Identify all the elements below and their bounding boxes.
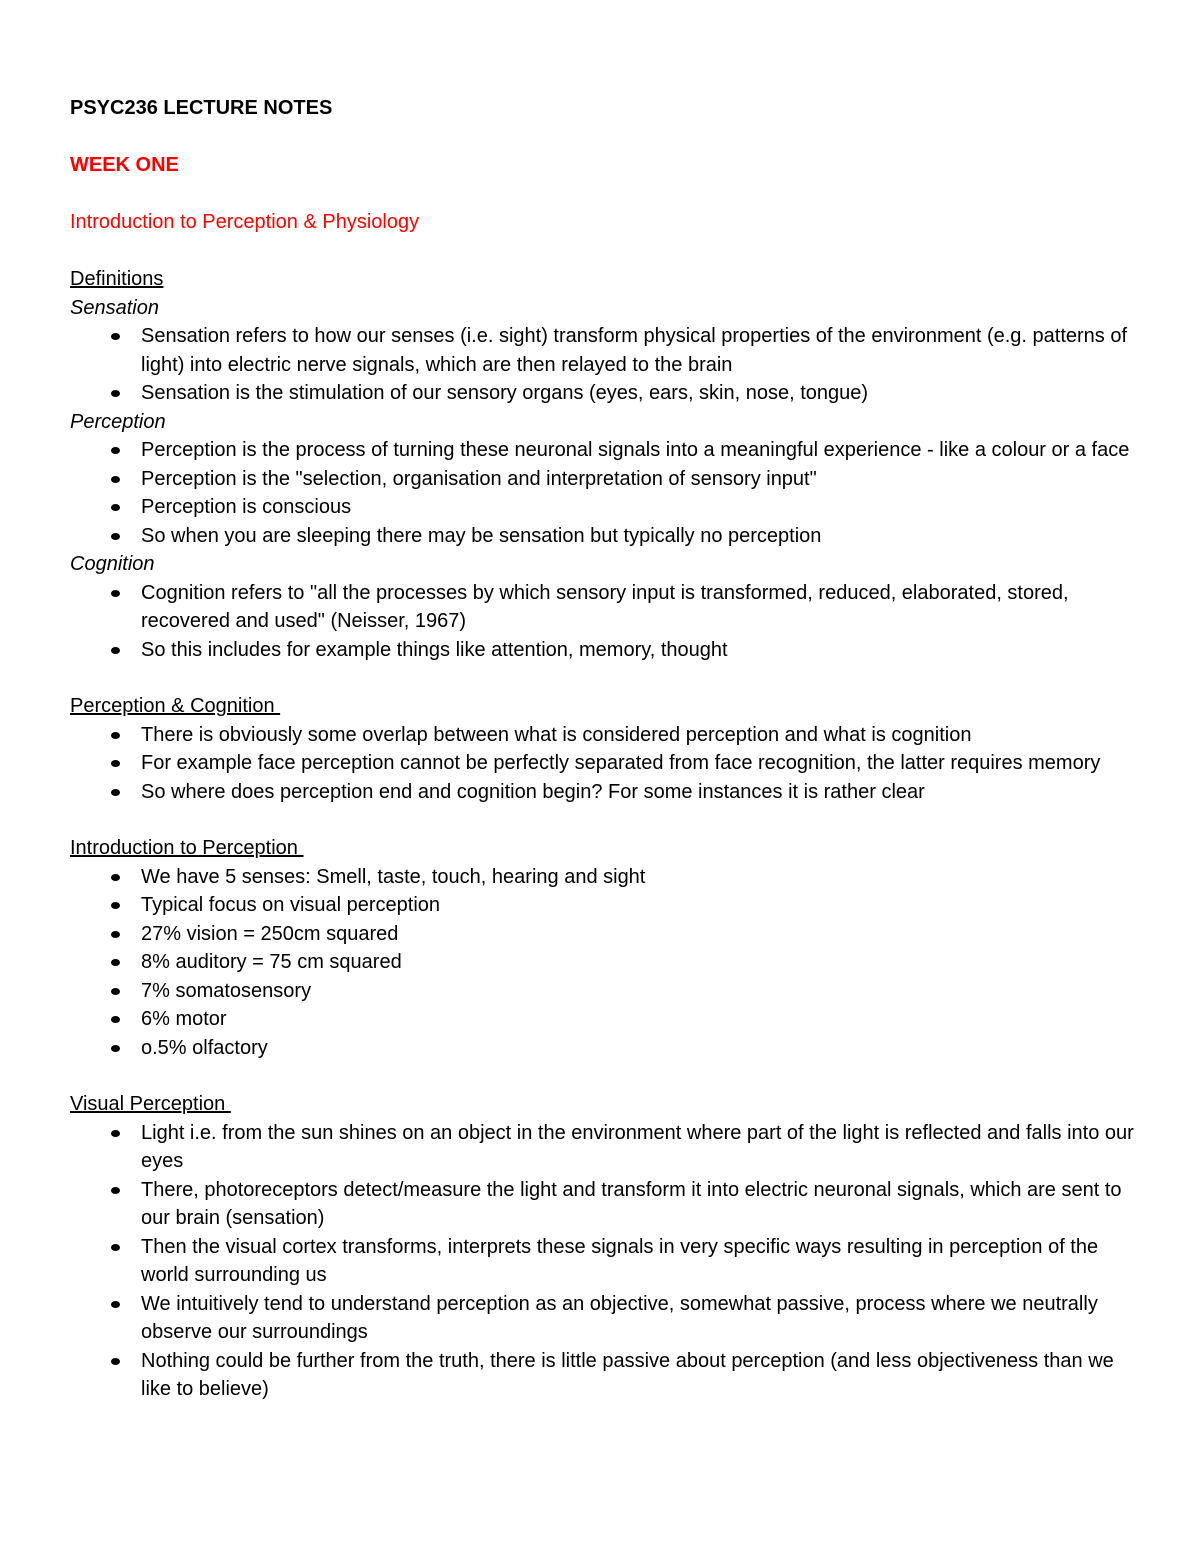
list-item: So where does perception end and cognition begin? For some instances it is rather clear (70, 778, 1140, 807)
list-item: Typical focus on visual perception (70, 891, 1140, 920)
list-item: So when you are sleeping there may be sensation but typically no perception (70, 522, 1140, 551)
subheading-perception: Perception (70, 410, 166, 433)
document-page (70, 94, 1140, 1404)
document-title: PSYC236 LECTURE NOTES (70, 97, 333, 119)
bullet-icon (111, 1301, 120, 1308)
bullet-icon (111, 789, 120, 796)
cognition-list (70, 579, 1140, 665)
list-item: Perception is the "selection, organisation and interpretation of sensory input" (70, 465, 1140, 494)
topic-heading: Introduction to Perception & Physiology (70, 211, 420, 233)
intro-perception-section (70, 834, 1140, 1062)
sensation-list (70, 322, 1140, 408)
perception-cognition-section (70, 692, 1140, 806)
list-item: Then the visual cortex transforms, interprets these signals in very specific ways resulting in perception of the world surrounding us (70, 1233, 1140, 1290)
section-heading: Visual Perception (70, 1093, 231, 1115)
list-item: 7% somatosensory (70, 977, 1140, 1006)
list-item: Sensation refers to how our senses (i.e. sight) transform physical properties of the environment (e.g. patterns of light) into electric nerve signals, which are then relayed to the brain (70, 322, 1140, 379)
bullet-icon (111, 504, 120, 511)
bullet-icon (111, 390, 120, 397)
bullet-icon (111, 1187, 120, 1194)
perception-cognition-list (70, 721, 1140, 807)
bullet-icon (111, 931, 120, 938)
bullet-icon (111, 874, 120, 881)
list-item: Perception is conscious (70, 493, 1140, 522)
list-item: Cognition refers to "all the processes by which sensory input is transformed, reduced, elaborated, stored, recovered and used" (Neisser, 1967) (70, 579, 1140, 636)
bullet-icon (111, 590, 120, 597)
section-heading: Definitions (70, 268, 164, 290)
visual-perception-list (70, 1119, 1140, 1404)
bullet-icon (111, 1244, 120, 1251)
bullet-icon (111, 988, 120, 995)
list-item: Nothing could be further from the truth, there is little passive about perception (and less objectiveness than we like to believe) (70, 1347, 1140, 1404)
bullet-icon (111, 1016, 120, 1023)
bullet-icon (111, 533, 120, 540)
list-item: Sensation is the stimulation of our sensory organs (eyes, ears, skin, nose, tongue) (70, 379, 1140, 408)
subheading-sensation: Sensation (70, 296, 159, 319)
bullet-icon (111, 732, 120, 739)
perception-list (70, 436, 1140, 550)
list-item: 8% auditory = 75 cm squared (70, 948, 1140, 977)
bullet-icon (111, 447, 120, 454)
bullet-icon (111, 1130, 120, 1137)
bullet-icon (111, 959, 120, 966)
bullet-icon (111, 760, 120, 767)
subheading-cognition: Cognition (70, 553, 155, 575)
section-heading: Introduction to Perception (70, 837, 304, 859)
list-item: 6% motor (70, 1005, 1140, 1034)
list-item: For example face perception cannot be perfectly separated from face recognition, the latter requires memory (70, 749, 1140, 778)
bullet-icon (111, 647, 120, 654)
list-item: Light i.e. from the sun shines on an object in the environment where part of the light is reflected and falls into our eyes (70, 1119, 1140, 1176)
list-item: There is obviously some overlap between what is considered perception and what is cognition (70, 721, 1140, 750)
list-item: We have 5 senses: Smell, taste, touch, hearing and sight (70, 863, 1140, 892)
week-heading: WEEK ONE (70, 154, 179, 176)
list-item: Perception is the process of turning these neuronal signals into a meaningful experience - like a colour or a face (70, 436, 1140, 465)
visual-perception-section (70, 1090, 1140, 1404)
bullet-icon (111, 476, 120, 483)
intro-perception-list (70, 863, 1140, 1063)
bullet-icon (111, 902, 120, 909)
bullet-icon (111, 333, 120, 340)
section-heading: Perception & Cognition (70, 695, 281, 717)
bullet-icon (111, 1045, 120, 1052)
list-item: There, photoreceptors detect/measure the light and transform it into electric neuronal signals, which are sent to our brain (sensation) (70, 1176, 1140, 1233)
list-item: 27% vision = 250cm squared (70, 920, 1140, 949)
list-item: o.5% olfactory (70, 1034, 1140, 1063)
list-item: We intuitively tend to understand perception as an objective, somewhat passive, process where we neutrally observe our surroundings (70, 1290, 1140, 1347)
list-item: So this includes for example things like attention, memory, thought (70, 636, 1140, 665)
definitions-section (70, 265, 1140, 664)
bullet-icon (111, 1358, 120, 1365)
